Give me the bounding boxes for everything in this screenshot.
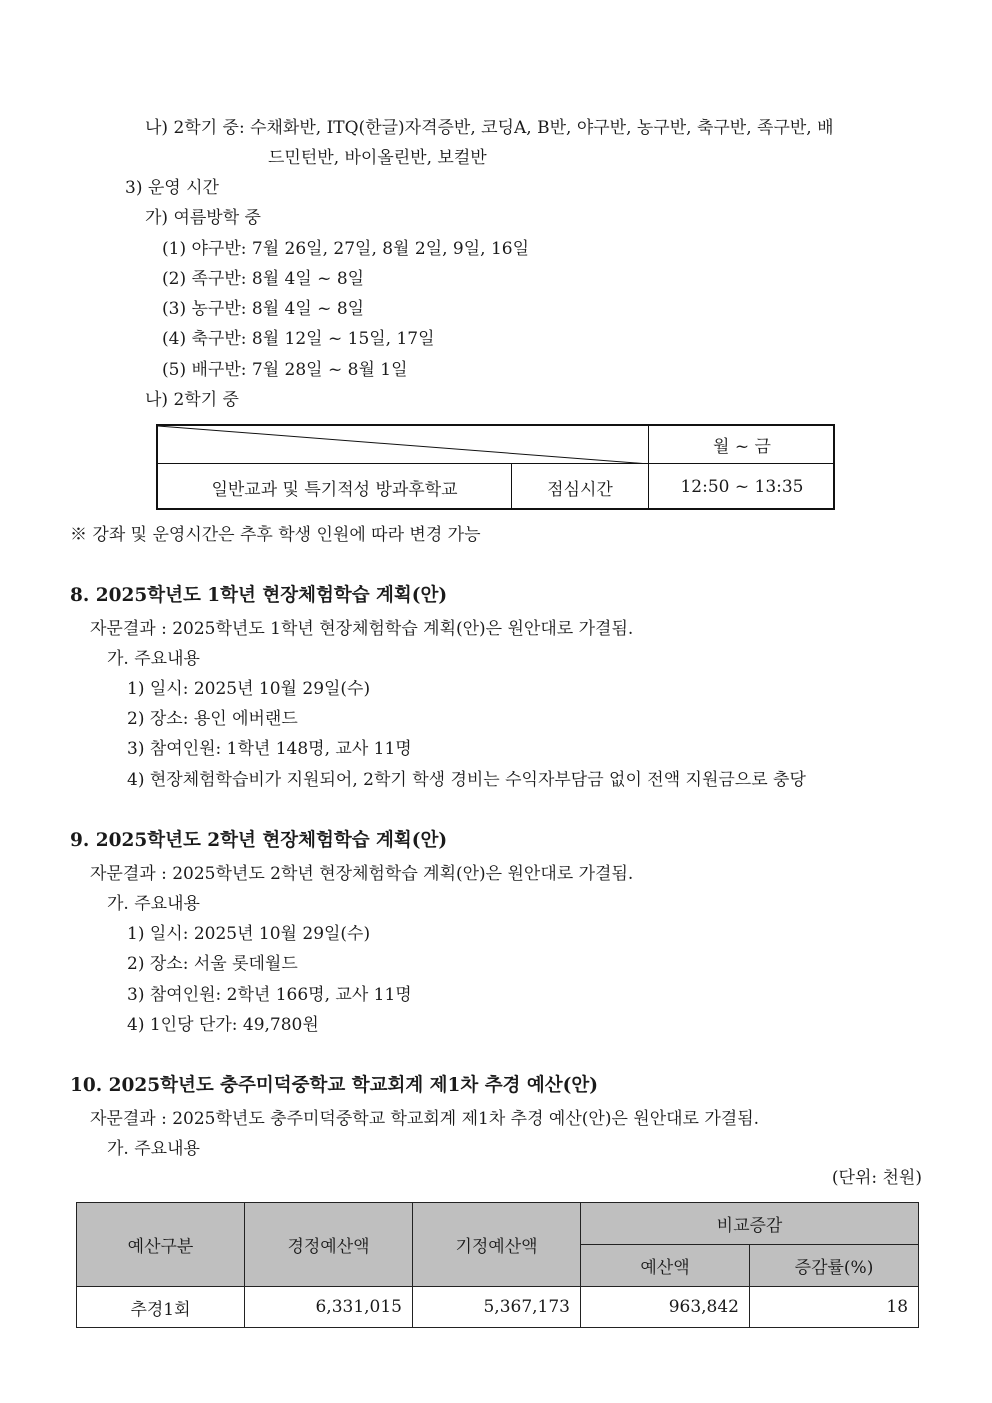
- budget-cell-rate: 18: [750, 1287, 919, 1328]
- section9-subheading: 가. 주요내용: [107, 894, 200, 914]
- unit-label: (단위: 천원): [831, 1168, 922, 1188]
- budget-cell-amount: 963,842: [581, 1287, 750, 1328]
- budget-cell-revised: 6,331,015: [245, 1287, 413, 1328]
- line-2nd-semester-classes-cont: 드민턴반, 바이올린반, 보컬반: [268, 148, 487, 168]
- section8-item: 2) 장소: 용인 에버랜드: [127, 709, 298, 729]
- schedule-cell-time: 12:50 ~ 13:35: [680, 477, 804, 497]
- line-2nd-semester: 나) 2학기 중: [145, 390, 239, 410]
- diagonal-line: [158, 426, 649, 464]
- line-soccer: (4) 축구반: 8월 12일 ~ 15일, 17일: [162, 329, 435, 349]
- line-baseball: (1) 야구반: 7월 26일, 27일, 8월 2일, 9일, 16일: [162, 239, 530, 259]
- budget-header-compare: 비교증감: [581, 1203, 919, 1245]
- note-schedule-change: ※ 강좌 및 운영시간은 추후 학생 인원에 따라 변경 가능: [70, 525, 481, 545]
- schedule-table: [156, 424, 835, 510]
- budget-header-rate: 증감률(%): [750, 1245, 919, 1287]
- schedule-header-days: 월 ~ 금: [713, 437, 771, 457]
- line-basketball: (3) 농구반: 8월 4일 ~ 8일: [162, 299, 365, 319]
- budget-table: [76, 1202, 919, 1328]
- budget-header-revised: 경정예산액: [245, 1203, 413, 1287]
- section9-result: 자문결과 : 2025학년도 2학년 현장체험학습 계획(안)은 원안대로 가결됨.: [90, 864, 634, 884]
- section10-result: 자문결과 : 2025학년도 충주미덕중학교 학교회계 제1차 추경 예산(안)은 원안대로 가결됨.: [90, 1109, 760, 1129]
- table-row: [77, 1287, 919, 1328]
- budget-header-amount: 예산액: [581, 1245, 750, 1287]
- section9-item: 2) 장소: 서울 롯데월드: [127, 954, 298, 974]
- line-jokgu: (2) 족구반: 8월 4일 ~ 8일: [162, 269, 365, 289]
- section9-title: 9. 2025학년도 2학년 현장체험학습 계획(안): [70, 830, 448, 851]
- budget-header-previous: 기정예산액: [413, 1203, 581, 1287]
- section8-result: 자문결과 : 2025학년도 1학년 현장체험학습 계획(안)은 원안대로 가결됨.: [90, 619, 634, 639]
- schedule-cell-lunch: 점심시간: [547, 479, 613, 500]
- section8-subheading: 가. 주요내용: [107, 649, 200, 669]
- budget-cell-category: 추경1회: [77, 1287, 245, 1328]
- section8-title: 8. 2025학년도 1학년 현장체험학습 계획(안): [70, 585, 448, 606]
- line-volleyball: (5) 배구반: 7월 28일 ~ 8월 1일: [162, 360, 408, 380]
- line-operating-hours: 3) 운영 시간: [125, 178, 219, 198]
- section8-item: 1) 일시: 2025년 10월 29일(수): [127, 679, 371, 699]
- section9-item: 4) 1인당 단가: 49,780원: [127, 1015, 319, 1035]
- section10-title: 10. 2025학년도 충주미덕중학교 학교회계 제1차 추경 예산(안): [70, 1075, 598, 1096]
- line-2nd-semester-classes: 나) 2학기 중: 수채화반, ITQ(한글)자격증반, 코딩A, B반, 야구반, 농구반, 축구반, 족구반, 배: [145, 118, 834, 138]
- budget-cell-previous: 5,367,173: [413, 1287, 581, 1328]
- section9-item: 1) 일시: 2025년 10월 29일(수): [127, 924, 371, 944]
- budget-header-category: 예산구분: [77, 1203, 245, 1287]
- section8-item: 4) 현장체험학습비가 지원되어, 2학기 학생 경비는 수익자부담금 없이 전액 지원금으로 충당: [127, 770, 806, 790]
- section10-subheading: 가. 주요내용: [107, 1139, 200, 1159]
- line-summer-vacation: 가) 여름방학 중: [145, 208, 261, 228]
- schedule-cell-program: 일반교과 및 특기적성 방과후학교: [211, 479, 458, 500]
- section9-item: 3) 참여인원: 2학년 166명, 교사 11명: [127, 985, 412, 1005]
- section8-item: 3) 참여인원: 1학년 148명, 교사 11명: [127, 739, 412, 759]
